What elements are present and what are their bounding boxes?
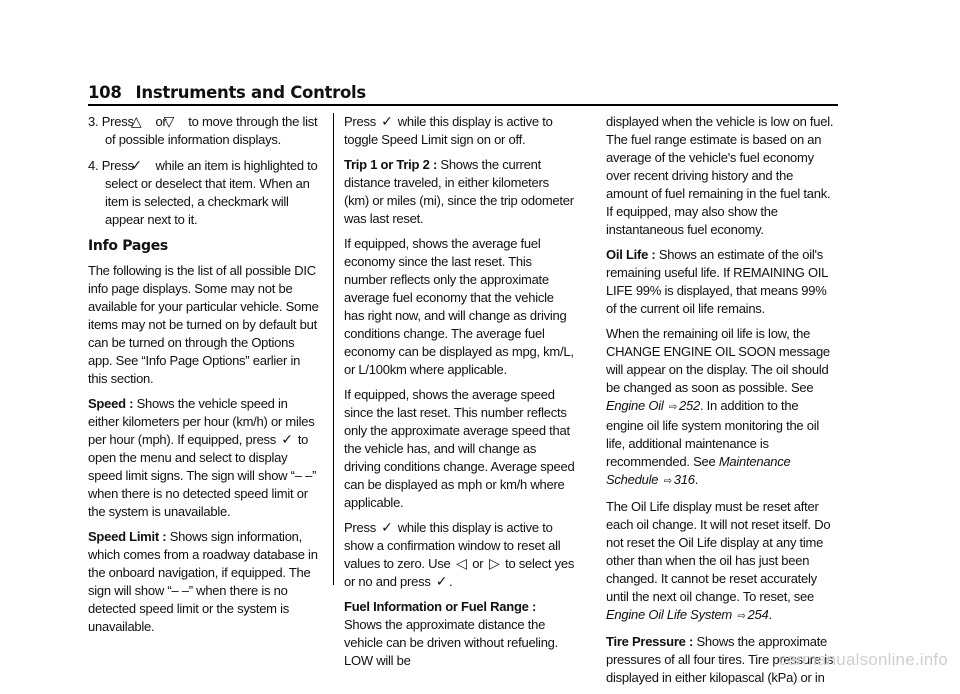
header-rule	[88, 104, 838, 106]
oil-life-text: Shows an estimate of the oil's remaining useful life. If REMAINING OIL LIFE 99% is displayed, that means 99% of the current oil life remains.	[606, 247, 828, 316]
step-text: while an item is highlighted to select or deselect that item. When an item is selected, a checkmark will appear next to it.	[105, 158, 318, 227]
maintenance-schedule-link[interactable]: Maintenance Schedule	[606, 454, 791, 487]
page-ref-icon: ⇨	[663, 476, 672, 487]
speed-paragraph	[88, 395, 320, 521]
oil-reset-text: .	[768, 607, 772, 622]
checkmark-icon: ✓	[435, 574, 448, 590]
watermark: carmanualsonline.info	[778, 650, 948, 669]
speed-text: to open the menu and select to display speed limit signs. The sign will show “– –” when there is no detected speed limit or the system is unavailable.	[88, 432, 317, 519]
trip-paragraph	[344, 156, 576, 228]
down-arrow-icon: ▽	[163, 114, 175, 130]
tire-pressure-term: Tire Pressure :	[606, 634, 694, 649]
column-1	[88, 113, 320, 643]
page-header	[88, 83, 366, 102]
engine-oil-link[interactable]: Engine Oil	[606, 398, 664, 413]
reset-text: to select yes or no and press	[344, 556, 575, 589]
step-text: or	[155, 114, 167, 129]
page-ref-number[interactable]: 254	[747, 607, 769, 622]
page-ref-icon: ⇨	[737, 611, 746, 622]
step-number: 4.	[88, 158, 99, 173]
page-ref-number[interactable]: 252	[679, 398, 700, 413]
checkmark-icon: ✓	[130, 158, 142, 174]
checkmark-icon: ✓	[381, 520, 393, 536]
oil-low-text: . In addition to the engine oil life system monitoring the oil life, additional maintenance is recommended. See	[606, 398, 820, 469]
step-text: to move through the list of possible information displays.	[105, 114, 318, 147]
info-pages-intro: The following is the list of all possible DIC info page displays. Some may not be available for your particular vehicle. Some items may not be turned on by default but can be turned on through the Options app. See “Info Page Options” earlier in this section.	[88, 263, 319, 386]
oil-life-paragraph	[606, 246, 838, 318]
checkmark-icon: ✓	[381, 114, 393, 130]
column-2	[344, 113, 576, 677]
speed-text: Shows the vehicle speed in either kilometers per hour (km/h) or miles per hour (mph). If equipped, press	[88, 396, 315, 447]
reset-values-paragraph	[344, 519, 576, 591]
step-number: 3.	[88, 114, 99, 129]
speed-limit-text: Shows sign information, which comes from a roadway database in the onboard navigation, if equipped. The sign will show “– –” when there is no detected speed limit or the system is unavailable.	[88, 529, 318, 634]
step-text: Press	[101, 158, 134, 173]
reset-text: Press	[344, 520, 376, 535]
trip-term: Trip 1 or Trip 2 :	[344, 157, 438, 172]
oil-low-text: .	[694, 472, 699, 487]
fuel-range-term: Fuel Information or Fuel Range :	[344, 599, 537, 614]
checkmark-icon: ✓	[281, 432, 293, 448]
engine-oil-life-system-link[interactable]: Engine Oil Life System	[606, 607, 733, 622]
info-pages-heading: Info Pages	[88, 238, 168, 254]
right-arrow-icon: ▷	[488, 556, 500, 572]
page-ref-number[interactable]: 316	[673, 472, 695, 487]
fuel-range-continued: displayed when the vehicle is low on fuel. The fuel range estimate is based on an average of the vehicle's fuel economy over recent driving history and the amount of fuel remaining in the fuel tank. If equipped, may also show the instantaneous fuel economy.	[606, 114, 834, 237]
left-arrow-icon: ◁	[456, 556, 467, 572]
reset-text: or	[472, 556, 484, 571]
section-title: Instruments and Controls	[135, 83, 366, 102]
speed-limit-term: Speed Limit :	[88, 529, 167, 544]
column-3	[606, 113, 838, 694]
fuel-range-text: Shows the approximate distance the vehicle can be driven without refueling. LOW will be	[344, 617, 559, 668]
toggle-text: Press	[344, 114, 376, 129]
oil-reset-paragraph	[606, 498, 838, 626]
oil-low-text: When the remaining oil life is low, the CHANGE ENGINE OIL SOON message will appear on the display. The oil should be changed as soon as possible. See	[606, 326, 830, 395]
speed-term: Speed :	[88, 396, 134, 411]
step-3	[88, 113, 320, 149]
oil-reset-text: The Oil Life display must be reset after each oil change. It will not reset itself. Do not reset the Oil Life display at any time other than when the oil has just been changed. It cannot be reset accurately until the next oil change. To reset, see	[606, 499, 831, 604]
oil-low-paragraph	[606, 325, 838, 491]
average-speed-paragraph: If equipped, shows the average speed since the last reset. This number reflects only the approximate average speed that the vehicle has, and will change as driving conditions change. Average speed can be displayed as mph or km/h where applicable.	[344, 387, 575, 510]
average-fuel-paragraph: If equipped, shows the average fuel economy since the last reset. This number reflects only the approximate average fuel economy that the vehicle has right now, and will change as driving conditions change. The average fuel economy can be displayed as mpg, km/L, or L/100km where applicable.	[344, 236, 574, 377]
page-number: 108	[88, 83, 122, 102]
reset-text: while this display is active to show a confirmation window to reset all values to zero. Use	[344, 520, 561, 571]
fuel-range-paragraph	[344, 598, 576, 670]
step-4	[88, 157, 320, 229]
speed-limit-paragraph	[88, 528, 320, 636]
speed-limit-toggle-paragraph	[344, 113, 576, 149]
toggle-text: while this display is active to toggle Speed Limit sign on or off.	[344, 114, 553, 147]
trip-text: Shows the current distance traveled, in either kilometers (km) or miles (mi), since the trip odometer was last reset.	[344, 157, 574, 226]
column-divider	[333, 113, 334, 585]
page-ref-icon: ⇨	[668, 402, 677, 413]
oil-life-term: Oil Life :	[606, 247, 656, 262]
step-text: Press	[101, 114, 134, 129]
reset-text: .	[448, 574, 453, 589]
tire-pressure-text: Shows the approximate pressures of all four tires. Tire pressure is displayed in either kilopascal (kPa) or in	[606, 634, 834, 685]
up-arrow-icon: △	[130, 114, 142, 130]
